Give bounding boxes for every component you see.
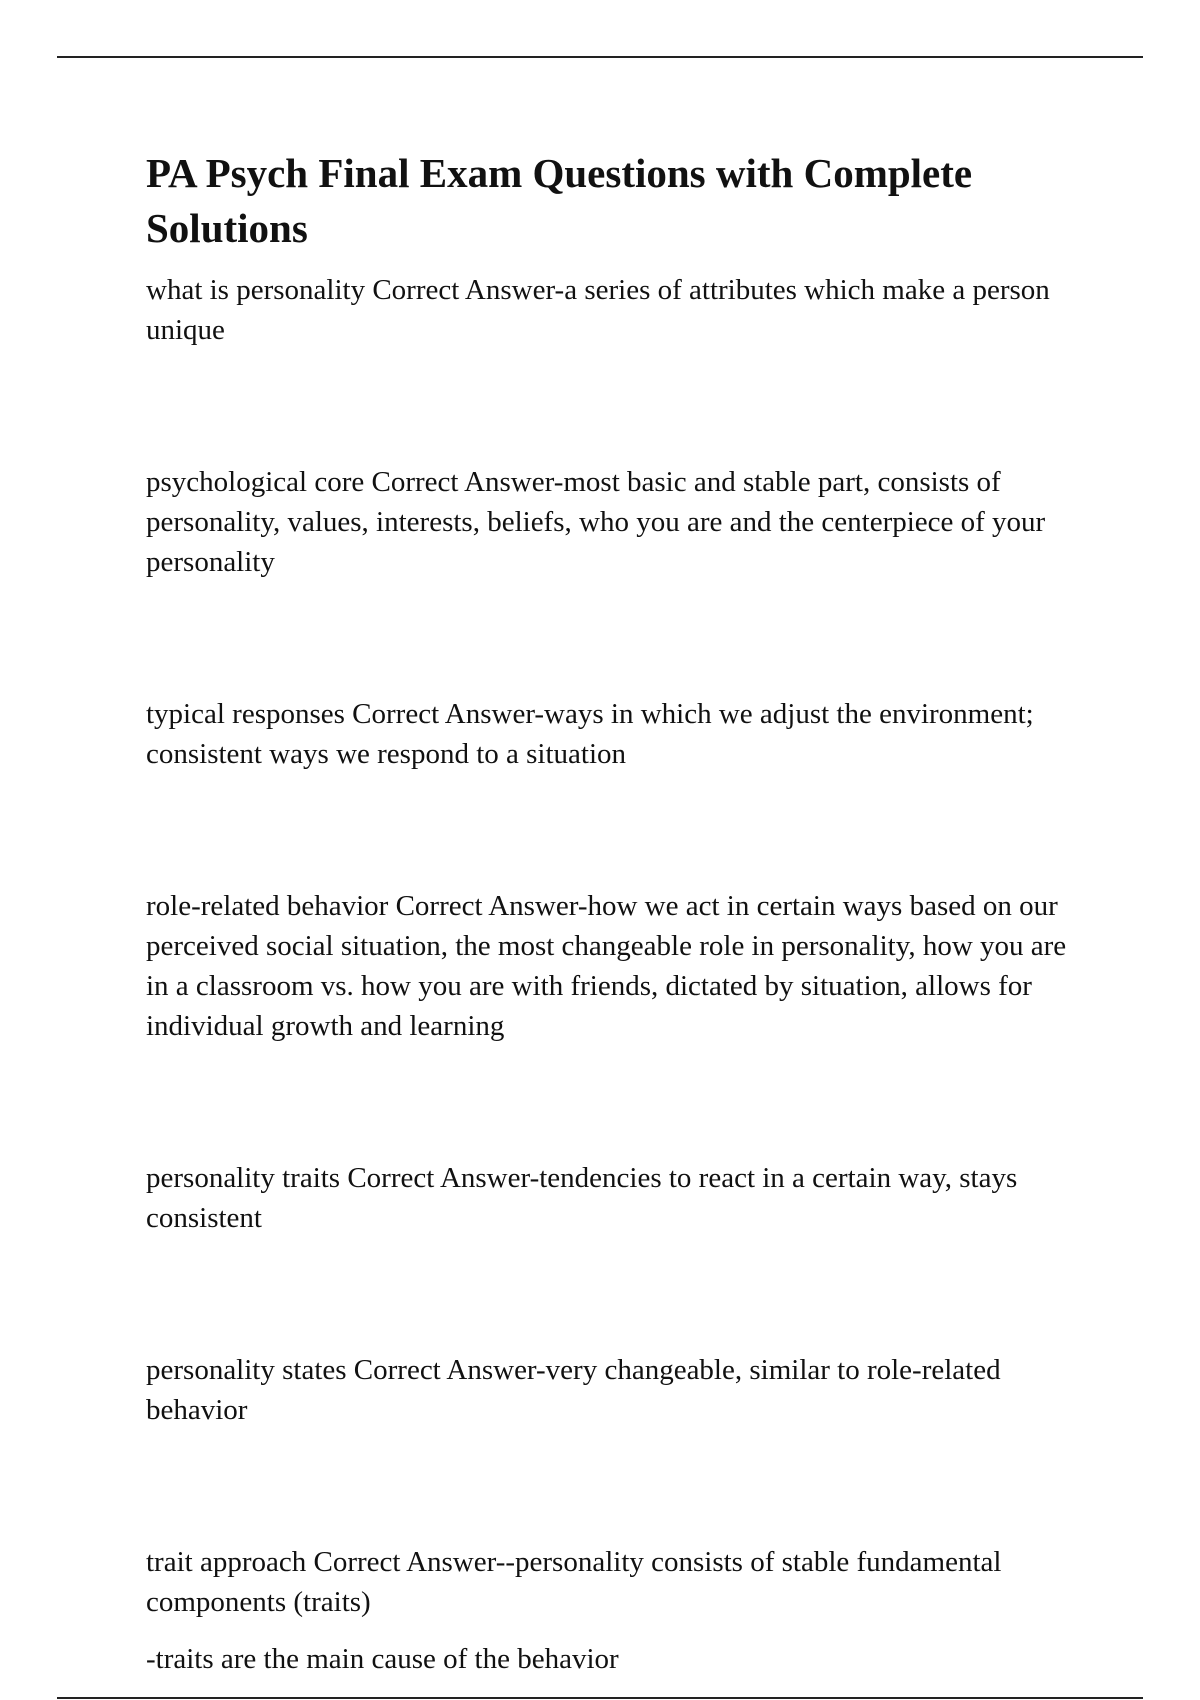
document-title: PA Psych Final Exam Questions with Complete Solutions xyxy=(146,150,973,251)
qa-entry-personality-states: personality states Correct Answer-very changeable, similar to role-related behavior xyxy=(146,1354,1001,1426)
footer-rule xyxy=(57,1697,1143,1699)
qa-entry-psychological-core: psychological core Correct Answer-most basic and stable part, consists of personality, values, interests, beliefs, who you are and the centerpiece of your personality xyxy=(146,466,1046,578)
qa-entry-trait-approach-continued: -traits are the main cause of the behavior xyxy=(146,1643,619,1675)
qa-entry-trait-approach: trait approach Correct Answer--personality consists of stable fundamental components (traits) xyxy=(146,1546,1002,1618)
page-content xyxy=(146,146,1086,1679)
header-rule xyxy=(57,56,1143,58)
qa-entry-personality-traits: personality traits Correct Answer-tendencies to react in a certain way, stays consistent xyxy=(146,1162,1018,1234)
qa-entry-role-related-behavior: role-related behavior Correct Answer-how we act in certain ways based on our perceived social situation, the most changeable role in personality, how you are in a classroom vs. how you are with friends, dictated by situation, allows for individual growth and learning xyxy=(146,890,1067,1042)
qa-entry-what-is-personality: what is personality Correct Answer-a series of attributes which make a person unique xyxy=(146,274,1050,346)
qa-entry-typical-responses: typical responses Correct Answer-ways in which we adjust the environment; consistent ways we respond to a situation xyxy=(146,698,1034,770)
